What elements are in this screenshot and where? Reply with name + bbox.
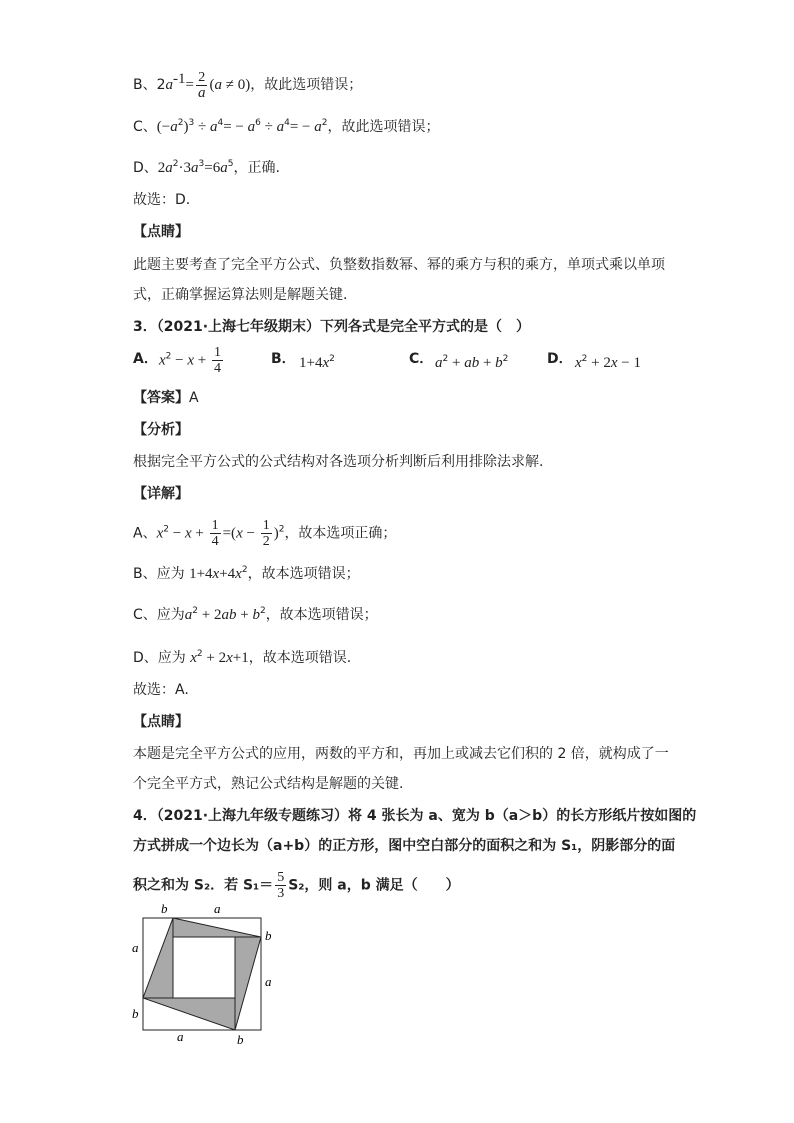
option-a-expr: $x^2 - x$ + $\frac{1}{4}$ xyxy=(159,345,222,376)
choose-d: 故选：D. xyxy=(133,192,191,208)
option-c-expr: $a^2$ + ab + $b^2$ xyxy=(435,354,509,371)
answer-line: 【答案】A xyxy=(133,390,199,406)
dianjing-line-1: 本题是完全平方公式的应用，两数的平方和，再加上或减去它们积的 2 倍，就构成了一 xyxy=(133,746,669,762)
detail-a: A、$x^2 - x$ + $\frac{1}{4}$ =(x − $\frac{1}{2}$ )$^2$，故本选项正确； xyxy=(133,518,397,549)
label-left-a: a xyxy=(132,940,139,955)
label-top-b: b xyxy=(161,901,168,916)
question-4-line-1: 4．（2021·上海九年级专题练习）将 4 张长为 a、宽为 b（a＞b）的长方形纸片按如图的 xyxy=(133,808,697,824)
label-bottom-a: a xyxy=(177,1029,184,1044)
detail-heading: 【详解】 xyxy=(133,486,189,502)
label-top-a: a xyxy=(214,901,221,916)
label-right-a: a xyxy=(265,974,272,989)
center-hole xyxy=(173,937,235,998)
question-4-line-3: 积之和为 S₂．若 S₁＝ $\frac{5}{3}$ S₂，则 a，b 满足（ ） xyxy=(133,870,460,901)
option-d-label: D． xyxy=(547,351,573,367)
option-c-label: C． xyxy=(409,351,434,367)
fraction: $\frac{2}{a}$ xyxy=(197,69,206,101)
detail-b: B、应为 $1+4x+4x^2$，故本选项错误； xyxy=(133,565,360,582)
question-3-stem: 3．（2021·上海七年级期末）下列各式是完全平方式的是（ ） xyxy=(133,319,531,335)
dianjing-heading-2: 【点睛】 xyxy=(133,714,189,730)
question-4-line-2: 方式拼成一个边长为（a+b）的正方形，图中空白部分的面积之和为 S₁，阴影部分的面 xyxy=(133,838,676,854)
label-right-b: b xyxy=(265,928,272,943)
analysis-heading: 【分析】 xyxy=(133,422,189,438)
label-bottom-b: b xyxy=(237,1032,244,1047)
solution-line-b: B、$2a^{-1}=$ $\frac{2}{a}$ (a ≠ 0)，故此选项错误； xyxy=(133,69,363,101)
dianjing-heading: 【点睛】 xyxy=(133,224,189,240)
detail-c: C、应为$a^2 + 2ab + b^2$，故本选项错误； xyxy=(133,606,378,623)
label-left-b: b xyxy=(132,1006,139,1021)
analysis-text: 根据完全平方公式的公式结构对各选项分析判断后利用排除法求解. xyxy=(133,454,544,470)
choose-a: 故选：A. xyxy=(133,682,189,698)
option-a-label: A． xyxy=(133,351,158,367)
option-d-expr: $x^2 + 2x - 1$ xyxy=(575,354,642,371)
option-b-expr: $1+4x^2$ xyxy=(299,354,335,371)
solution-line-d: D、$2a^2\cdot 3a^3=6a^5$，正确. xyxy=(133,159,280,176)
dianjing-line-2: 个完全平方式，熟记公式结构是解题的关键. xyxy=(133,776,404,792)
summary-line-2: 式，正确掌握运算法则是解题关键. xyxy=(133,287,348,303)
line-tail: ，故此选项错误； xyxy=(250,77,363,93)
option-b-label: B． xyxy=(271,351,296,367)
question-3-options xyxy=(133,345,653,379)
square-diagram xyxy=(128,900,288,1050)
summary-line-1: 此题主要考查了完全平方公式、负整数指数幂、幂的乘方与积的乘方，单项式乘以单项 xyxy=(133,257,665,273)
line-prefix: B、2 xyxy=(133,77,166,93)
solution-line-c: C、$(-a^2)^3 \div a^4= - a^6 \div a^4= - a^2$，故此选项错误； xyxy=(133,118,440,135)
detail-d: D、应为 $x^2 + 2x+1$，故本选项错误. xyxy=(133,649,352,666)
